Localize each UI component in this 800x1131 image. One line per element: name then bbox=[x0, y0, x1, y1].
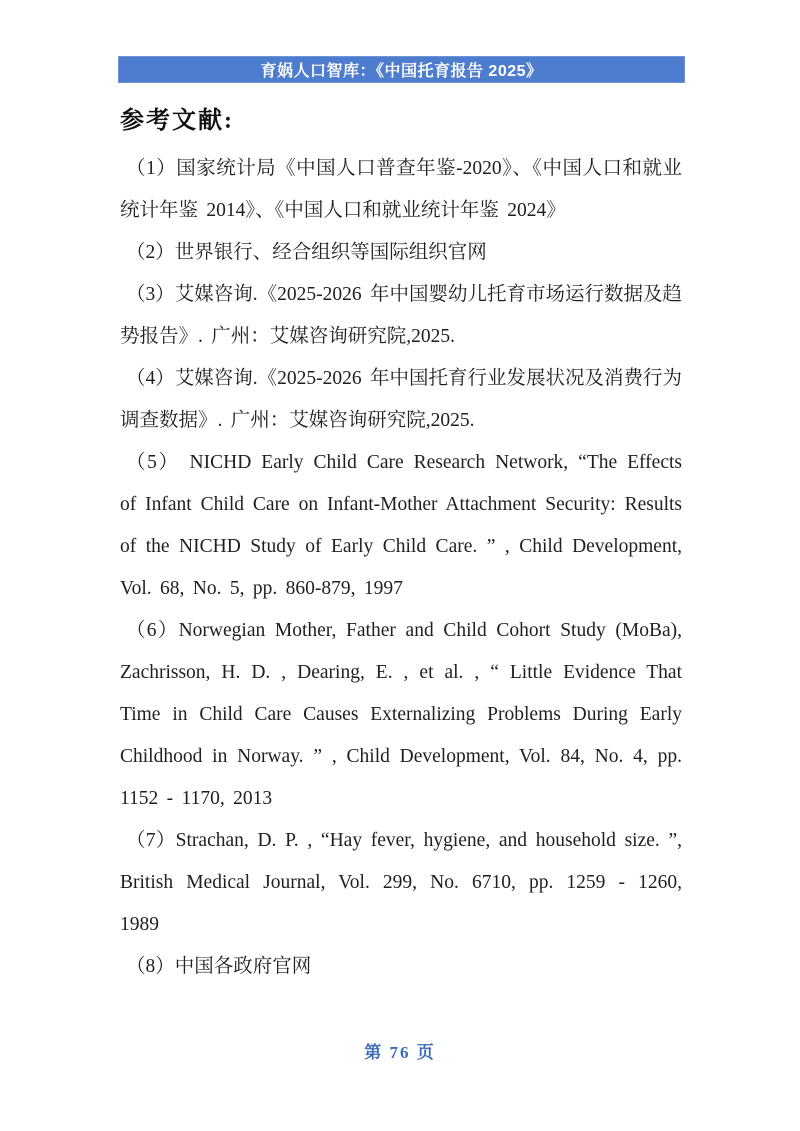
reference-item: （8）中国各政府官网 bbox=[126, 956, 312, 977]
reference-item: （7）Strachan, D. P. , “Hay fever, hygiene, and household size. ”, British Medical Journal, Vol. 299, No. 6710, pp. 1259 - 1260, 1989 bbox=[120, 830, 682, 935]
reference-item: （5） NICHD Early Child Care Research Network, “The Effects of Infant Child Care on Infant-Mother Attachment Security: Results of the NICHD Study of Early Child Care. ” , Child Development, Vol. 68, No. 5, pp. 860-879, 1997 bbox=[120, 452, 682, 599]
reference-item: （1）国家统计局《中国人口普查年鉴-2020》、《中国人口和就业统计年鉴 2014》、《中国人口和就业统计年鉴 2024》 bbox=[120, 158, 682, 221]
references-heading: 参考文献: bbox=[120, 108, 234, 134]
reference-item: （4）艾媒咨询.《2025-2026 年中国托育行业发展状况及消费行为调查数据》. 广州：艾媒咨询研究院,2025. bbox=[120, 368, 683, 431]
report-title-bar bbox=[118, 56, 685, 83]
report-title-text: 育娲人口智库：《中国托育报告 2025》 bbox=[260, 63, 543, 80]
page-number: 第 76 页 bbox=[364, 1043, 436, 1062]
references-list bbox=[120, 148, 682, 988]
reference-item: （3）艾媒咨询.《2025-2026 年中国婴幼儿托育市场运行数据及趋势报告》. 广州：艾媒咨询研究院,2025. bbox=[120, 284, 683, 347]
reference-item: （2）世界银行、经合组织等国际组织官网 bbox=[126, 242, 487, 263]
page-footer bbox=[0, 1038, 800, 1063]
reference-item: （6）Norwegian Mother, Father and Child Cohort Study (MoBa), Zachrisson, H. D. , Dearing, E. , et al. , “ Little Evidence That Time in Child Care Causes Externalizing Problems During Early Childhood in Norway. ” , Child Development, Vol. 84, No. 4, pp. 1152 - 1170, 2013 bbox=[120, 620, 682, 809]
